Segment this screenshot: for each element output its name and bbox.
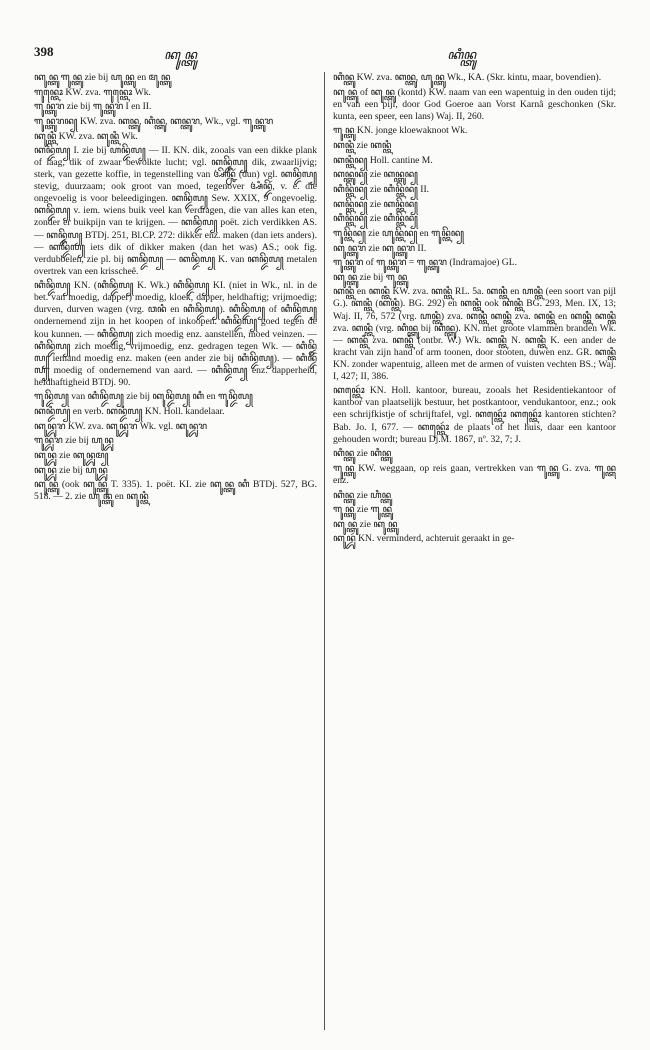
running-head-left: ꦏꦸꦤ꧀ꦠꦸ — [164, 47, 197, 62]
dictionary-entry: ꦏꦸꦤ꧀ꦠꦶ KW. zva. ꦏꦸꦤ꧀ꦠꦶ Wk. — [34, 130, 138, 142]
dictionary-entry: ꦒꦸꦤ꧀ꦢꦸꦫ zie bij ꦲꦸꦤ꧀ꦢꦸ — [34, 435, 114, 447]
dictionary-entry: ꦏꦸꦤ꧀ꦠꦸ zie bij ꦒꦸꦤ꧀ꦠꦸ — [333, 271, 408, 283]
dictionary-entry: ꦏꦸꦤ꧀ꦠꦸ (ook ꦏꦸꦤ꧀ꦠꦸ T. 335). 1. poët. KI. zie ꦏꦸꦤ꧀ꦠꦸ ꦏꦶ BTDj. 527, BG. 518. — 2. zie ꦲꦸꦤ꧀ꦠꦸ en ꦏꦸꦤ꧀ꦠꦶ — [34, 479, 317, 503]
dictionary-entry: ꦏꦤ꧀ꦢꦼꦭ꧀ I. zie bij ꦲꦤ꧀ꦢꦼꦭ꧀ — II. KN. dik, zooals van een dikke plank of laag, dik of zwaar bewolkte lucht; vgl. ꦏꦤ꧀ꦢꦼꦭ꧀ dik, zwaarlijvig; sterk, van gezette koffie, in tegenstelling van ꦄꦼꦤ꧀ꦕꦼꦂ (dun) vgl. ꦏꦤ꧀ꦢꦼꦭ꧀ stevig, duurzaam; ook groot van moed, tegenover ꦄꦶꦤ꧀ꦢꦼꦂ, v. e. die ongevoelig is voor beleedigingen. ꦏꦤ꧀ꦢꦼꦭ꧀ Sew. XXIX, 9 ongevoelig. ꦏꦤ꧀ꦢꦼꦭ꧀ v. iem. wiens buik veel kan verdragen, die van alles kan eten, zonder er buikpijn van te krijgen. — ꦏꦤ꧀ꦢꦼꦭ꧀ poët. zich verdikken AS. — ꦏꦤ꧀ꦢꦼꦭ꧀ BTDj. 251, Bl.CP. 272: dikker enz. maken (dan iets anders). — ꦏꦤ꧀ꦢꦼꦭ꧀ iets dik of dikker maken (dan het was) AS.; ook fig. verdubbelen, zie pl. bij ꦏꦤ꧀ꦢꦼꦭ꧀ — ꦏꦤ꧀ꦢꦼꦭ꧀ K. van ꦏꦤ꧀ꦢꦼꦭ꧀ metalen overtrek van een krisscheê. — [34, 145, 317, 277]
dictionary-entry: ꦒꦸꦤ꧀ꦠꦸꦫꦤ꧀ KW. zva. ꦏꦤ꧀ꦠꦸ, ꦏꦶꦤ꧀ꦠꦸ, ꦏꦤ꧀ꦠꦸꦫ, Wk., vgl. ꦒꦸꦤ꧀ꦠꦸꦫ — [34, 115, 274, 127]
dictionary-entry: ꦏꦤ꧀ꦠꦶ en ꦏꦤ꧀ꦠꦶ KW. zva. ꦏꦤ꧀ꦠꦶ RL. 5a. ꦏꦤ꧀ꦠꦶ en ꦲꦤ꧀ꦠꦶ (een soort van pijl G.). ꦏꦤ꧀ꦠꦶ (ꦏꦤ꧀ꦠꦶ). BG. 292) en ꦏꦤ꧀ꦠꦶ ook ꦏꦤ꧀ꦠꦶ BG. 293, Men. IX, 13; Waj. II, 76, 572 (vrg. ꦲꦤ꧀ꦠꦶ) zva. ꦏꦤ꧀ꦠꦶ ꦏꦤ꧀ꦠꦶ zva. ꦏꦤ꧀ꦠꦶ en ꦏꦤ꧀ꦠꦶ ꦏꦤ꧀ꦠꦶ zva. ꦏꦤ꧀ꦠꦶ (vrg. ꦏꦶꦤ꧀ꦠꦸ bij ꦏꦶꦤ꧀ꦠꦸ). KN. met groote vlammen branden Wk. — ꦏꦤ꧀ꦠꦶ zva. ꦏꦤ꧀ꦠꦶ (ontbr. W.) Wk. ꦏꦤ꧀ꦠꦶ N. ꦏꦤ꧀ꦠꦶ K. een ander de kracht van zijn hand of arm toonen, door stooten, duwen enz. GR. ꦏꦤ꧀ꦠꦶ KN. zonder wapentuig, alleen met de armen of vuisten vechten BS.; Waj. I, 427; II, 386. — [333, 286, 616, 382]
dictionary-entry: ꦒꦸꦤ꧀ꦠꦸꦫ zie bij ꦒꦸꦤ꧀ꦠꦸꦫ I en II. — [34, 101, 152, 113]
dictionary-entry: ꦏꦶꦤ꧀ꦠꦼꦤ꧀ zie ꦏꦶꦤ꧀ꦠꦼꦤ꧀ II. — [333, 183, 430, 195]
page-number: 398 — [34, 44, 54, 59]
dictionary-entry: ꦒꦸꦤ꧀ꦢꦼꦭ꧀ van ꦏꦶꦤ꧀ꦢꦼꦭ꧀ zie bij ꦏꦸꦤ꧀ꦢꦼꦭ꧀ ꦏꦶ en ꦒꦸꦤ꧀ꦢꦼꦭ꧀ — [34, 391, 253, 403]
dictionary-entry: ꦒꦸꦤ꧀ꦠꦼꦤ꧀ zie ꦲꦸꦤ꧀ꦠꦼꦤ꧀ en ꦒꦸꦤ꧀ꦠꦼꦤ꧀ — [333, 227, 464, 239]
dictionary-entry: ꦏꦸꦤ꧀ꦠꦸꦫ zie ꦏꦸꦤ꧀ꦠꦸꦫ II. — [333, 242, 427, 254]
dictionary-entry: ꦏꦸꦤ꧀ꦢꦸꦫ KW. zva. ꦏꦸꦤ꧀ꦢꦸꦫ Wk. vgl. ꦏꦸꦤ꧀ꦢꦸꦫ — [34, 420, 208, 432]
dictionary-entry: ꦒꦸꦤ꧀ꦠꦸ KN. jonge kloewaknoot Wk. — [333, 125, 468, 137]
dictionary-entry: ꦏꦸꦤ꧀ꦠꦸ ꦒꦸꦤ꧀ꦠꦸ zie bij ꦲꦸꦤ꧀ꦠꦸ en ꦩꦸꦤ꧀ꦠꦸ — [34, 72, 171, 83]
dictionary-entry: ꦏꦶꦤ꧀ꦠꦸ zie ꦲꦶꦤ꧀ꦠꦸ — [333, 489, 392, 501]
column-divider — [324, 72, 325, 1030]
dictionary-entry: ꦏꦸꦤ꧀ꦢꦸ zie bij ꦲꦸꦤ꧀ꦢꦸ — [34, 464, 108, 476]
dictionary-entry: ꦏꦸꦤ꧀ꦢꦸꦂ KN. verminderd, achteruit geraakt in ge- — [333, 533, 515, 545]
dictionary-entry: ꦏꦤ꧀ꦠꦸꦤ꧀ zie ꦏꦤ꧀ꦠꦸꦤ꧀ — [333, 169, 418, 181]
dictionary-entry: ꦏꦸꦤ꧀ꦢꦸ zie ꦏꦸꦤ꧀ꦢꦸꦩ꧀ — [34, 449, 109, 461]
page-header — [34, 44, 616, 66]
dictionary-entry: ꦒꦸꦤ꧀ꦠꦸ zie ꦒꦸꦤ꧀ꦠꦸ — [333, 504, 393, 516]
dictionary-entry: ꦏꦶꦤ꧀ꦠꦸ zie ꦏꦶꦤ꧀ꦠꦸ — [333, 448, 392, 460]
dictionary-entry: ꦒꦸꦤ꧀ꦠꦺꦴ KW. zva. ꦒꦸꦤ꧀ꦠꦺꦴ Wk. — [34, 86, 151, 98]
dictionary-entry: ꦏꦸꦤ꧀ꦠꦸ zie ꦏꦸꦤ꧀ꦠꦸ — [333, 518, 398, 530]
dictionary-entry: ꦏꦤ꧀ꦢꦶꦭ꧀ en verb. ꦏꦤ꧀ꦢꦶꦭ꧀ KN. Holl. kandelaar. — [34, 405, 225, 417]
dictionary-entry: ꦏꦤ꧀ꦠꦶ zie ꦏꦤ꧀ꦠꦶ — [333, 140, 392, 152]
dictionary-entry: ꦏꦶꦤ꧀ꦢꦼꦭ꧀ KN. (ꦏꦶꦤ꧀ꦢꦼꦭ꧀ K. Wk.) ꦏꦶꦤ꧀ꦢꦼꦭ꧀ KI. (niet in Wk., nl. in de bet. van moedig, dapper) moedig, kloek, dapper, heldhaftig; vrijmoedig; durven, durven wagen (vrg. ꦮꦤꦶ en ꦏꦶꦤ꧀ꦢꦼꦭ꧀). ꦏꦶꦤ꧀ꦢꦼꦭ꧀ of ꦏꦶꦤ꧀ꦢꦼꦭ꧀ ondernemend zijn in het koopen of inkoopen. ꦏꦶꦤ꧀ꦢꦼꦭ꧀ goed tegen de kou kunnen. — ꦏꦶꦤ꧀ꦢꦼꦭ꧀ zich moedig enz. aanstellen, moed veinzen. — ꦏꦶꦤ꧀ꦢꦼꦭ꧀ zich moedig, vrijmoedig, enz. gedragen tegen Wk. — ꦏꦶꦤ꧀ꦢꦼꦭ꧀ iemand moedig enz. maken (een ander zie bij ꦏꦶꦤ꧀ꦢꦼꦭ꧀). — ꦏꦶꦤ꧀ꦢꦼꦭ꧀ moedig of ondernemend van aard. — ꦏꦶꦤ꧀ꦢꦼꦭ꧀ enz. dapperheid, heldhaftigheid BTDj. 90. — [34, 280, 317, 388]
left-column — [34, 72, 317, 1032]
dictionary-entry: ꦒꦸꦤ꧀ꦠꦸꦫ of ꦒꦸꦤ꧀ꦠꦸꦫ = ꦒꦸꦤ꧀ꦠꦸꦫ (Indramajoe) GL. — [333, 257, 517, 269]
dictionary-entry: ꦏꦤ꧀ꦠꦶꦤ꧀ Holl. cantine M. — [333, 154, 433, 166]
dictionary-entry: ꦏꦶꦤ꧀ꦠꦸ KW. zva. ꦏꦤ꧀ꦠꦸ, ꦲꦸꦤ꧀ꦠꦸ Wk., KA. (Skr. kintu, maar, bovendien). — [333, 72, 602, 83]
right-column — [333, 72, 616, 1032]
dictionary-entry: ꦏꦤ꧀ꦠꦺꦴꦂ KN. Holl. kantoor, bureau, zooals het Residentiekantoor of kantoor van plaatselijk bestuur, het postkantoor, vendukantoor, enz.; ook een schrijfkistje of schrijftafel, vgl. ꦏꦤ꧀ꦠꦺꦴꦂ ꦏꦤ꧀ꦠꦺꦴꦂ kantoren stichten? Bab. Jo. I, 677. — ꦏꦤ꧀ꦠꦺꦴꦂ de plaats of het huis, daar een kantoor gehouden wordt; bureau Dj.M. 1867, nº. 32, 7; J. — [333, 385, 616, 445]
running-head-right: ꦏꦶꦤ꧀ꦠꦸ — [447, 47, 476, 62]
dictionary-entry: ꦒꦸꦤ꧀ꦠꦸ KW. weggaan, op reis gaan, vertrekken van ꦒꦸꦤ꧀ꦠꦸ G. zva. ꦒꦸꦤ꧀ꦠꦸ enz. — [333, 462, 616, 486]
dictionary-entry: ꦏꦶꦤ꧀ꦠꦼꦤ꧀ zie ꦏꦶꦤ꧀ꦠꦼꦤ꧀ — [333, 213, 418, 225]
dictionary-entry: ꦏꦸꦤ꧀ꦠꦸ of ꦏꦸꦤ꧀ꦠꦸ (kontd) KW. naam van een wapentuig in den ouden tijd; en van een pijl, door God Goeroe aan Vorst Karnâ geschonken (Skr. kunta, een speer, een lans) Waj. II, 260. — [333, 86, 616, 122]
dictionary-entry: ꦏꦤ꧀ꦠꦼꦤ꧀ zie ꦏꦤ꧀ꦠꦼꦤ꧀ — [333, 198, 418, 210]
